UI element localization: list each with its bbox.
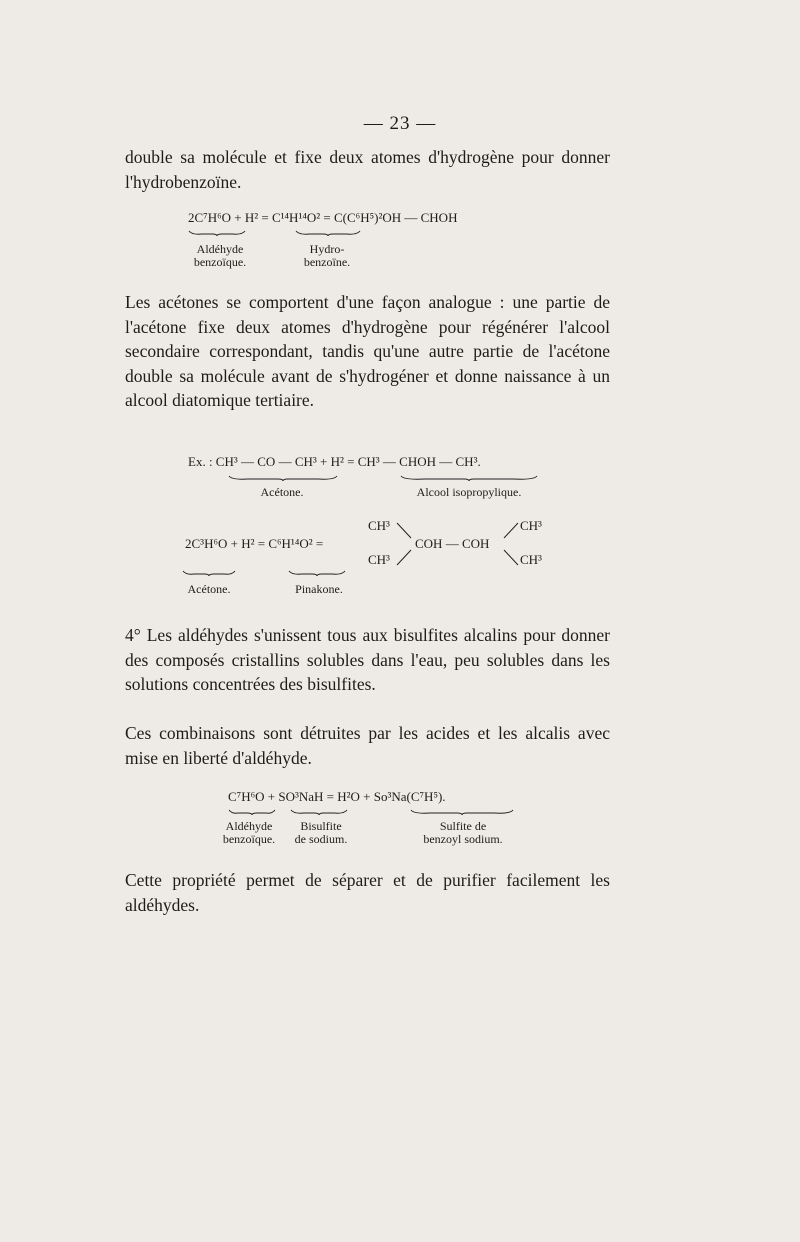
page-number: — 23 —: [363, 113, 437, 134]
label-aldehyde-benzoique: Aldéhyde benzoïque.: [193, 242, 247, 269]
label-acetone: Acétone.: [260, 485, 304, 499]
brace: [228, 475, 338, 481]
brace: [228, 809, 276, 815]
equation-pinakone-left: 2C³H⁶O + H² = C⁶H¹⁴O² =: [185, 536, 324, 551]
label-aldehyde-benzoique-2: Aldéhyde benzoïque.: [222, 819, 276, 846]
label-pinakone: Pinakone.: [295, 582, 343, 596]
paragraph-1: double sa molécule et fixe deux atomes d'hydrogène pour donner l'hydrobenzoïne.: [125, 147, 610, 192]
brace: [288, 570, 346, 576]
brace: [182, 570, 236, 576]
label-acetone-2: Acétone.: [187, 582, 231, 596]
paragraph-2: Les acétones se comportent d'une façon analogue : une partie de l'acétone fixe deux atomes d'hydrogène pour régénérer l'alcool secondaire correspondant, tandis qu'une autre partie de l'acétone double sa molécule avant de s'hydrogéner et donne naissance à un alcool diatomique tertiaire.: [125, 292, 610, 410]
label-alcool-isopropylique: Alcool isopropylique.: [416, 485, 522, 499]
label-bisulfite-sodium: Bisulfite de sodium.: [294, 819, 348, 846]
label-hydrobenzoine: Hydro- benzoïne.: [303, 242, 351, 269]
brace: [188, 230, 246, 236]
equation-acetone-reduction: Ex. : CH³ — CO — CH³ + H² = CH³ — CHOH — CH³.: [188, 454, 481, 469]
ch3-top-left: CH³: [368, 518, 390, 533]
equation-hydrobenzoine: 2C⁷H⁶O + H² = C¹⁴H¹⁴O² = C(C⁶H⁵)²OH — CHOH: [188, 210, 458, 225]
paragraph-4: Ces combinaisons sont détruites par les acides et les alcalis avec mise en liberté d'aldéhyde.: [125, 723, 610, 768]
ch3-top-right: CH³: [520, 518, 542, 533]
equation-bisulfite: C⁷H⁶O + SO³NaH = H²O + So³Na(C⁷H⁵).: [228, 789, 446, 804]
paragraph-3: 4° Les aldéhydes s'unissent tous aux bisulfites alcalins pour donner des composés cristallins solubles dans l'eau, peu solubles dans les solutions concentrées des bisulfites.: [125, 625, 610, 694]
brace: [290, 809, 348, 815]
ch3-bottom-left: CH³: [368, 552, 390, 567]
brace: [410, 809, 514, 815]
pinakone-center: COH — COH: [415, 536, 490, 551]
brace: [400, 475, 538, 481]
ch3-bottom-right: CH³: [520, 552, 542, 567]
brace: [295, 230, 361, 236]
bond-lines: [395, 520, 520, 568]
label-sulfite-benzoyl-sodium: Sulfite de benzoyl sodium.: [423, 819, 503, 846]
paragraph-5: Cette propriété permet de séparer et de purifier facilement les aldéhydes.: [125, 870, 610, 915]
